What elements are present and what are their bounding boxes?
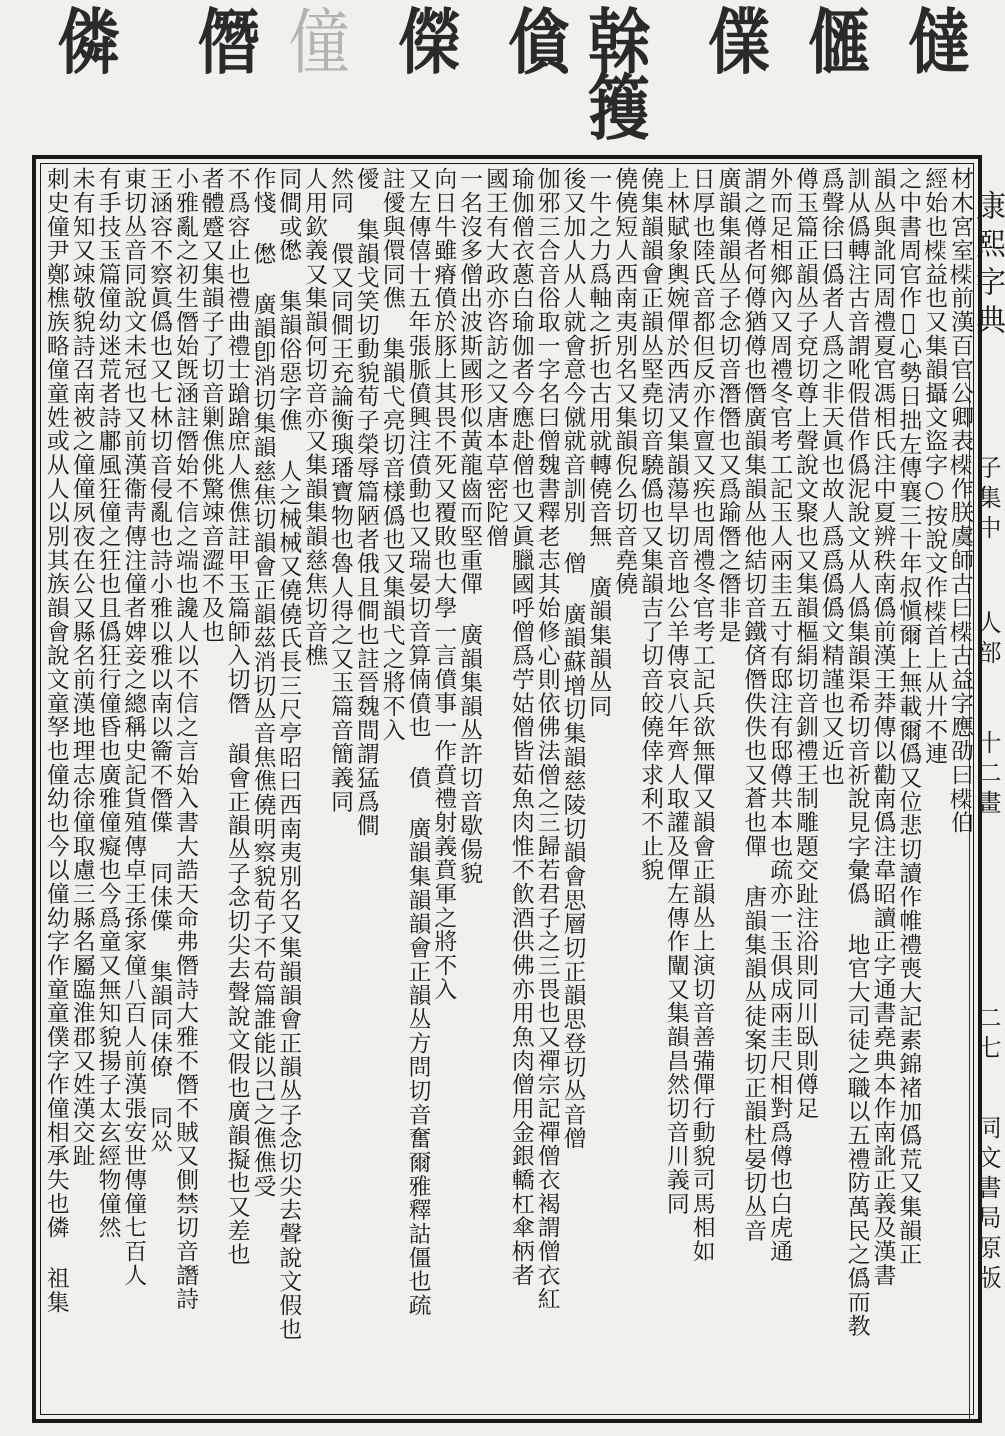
text-column: 僔玉篇正韻丛子兗切尊上聲說文聚也又集韻樞絹切音釧禮王制雕題交趾注浴則同川臥則僔足 <box>792 167 818 1121</box>
seal-glyph: 僯 <box>57 0 120 85</box>
seal-glyph: 㒒 <box>707 0 770 85</box>
seal-glyph: 㒑 <box>807 0 870 85</box>
text-column: 伽邪三合音俗取一字名曰僧魏書釋老志其始修心則依佛法僧之三歸若君子之三畏也又禪宗記禪僧衣褐謂僧衣紅 <box>533 167 560 1311</box>
page-number: 二七 <box>973 1005 1001 1065</box>
text-column: 作㥇 僽 廣韻卽消切集韻慈焦切韻會正韻茲消切丛音焦僬僥明察貌荀子不苟篇誰能以己之僬僬受 <box>249 167 276 1199</box>
section-label: 子集中 <box>973 455 1001 545</box>
seal-script-header <box>30 0 980 151</box>
seal-glyph: 僮 <box>287 0 350 85</box>
text-column: 爲聲徐曰僞者人爲之非天眞也故人爲爲僞僞文精謹也又近也 <box>817 167 844 787</box>
text-column: 日厚也陸氏音都但反亦作亶又疾也周禮冬官考工記兵欲無僤又韻會正韻丛上演切音善㣁僤行動貌司馬相如 <box>688 167 715 1264</box>
text-column: 僥僥短人西南夷別名又集韻倪么切音堯僥 <box>611 167 638 596</box>
text-column: 未有知又竦敬貌詩召南被之僮僮夙夜在公又縣名前漢地理志徐僮取慮三縣名屬臨淮郡又姓漢交趾 <box>68 167 95 1168</box>
text-column: 刺史僮尹鄭樵族略僮童姓或从人以別其族韻會說文童孥也僮幼也今以僮幼字作童童僕字作僮相承失也僯 祖集 <box>42 167 69 1315</box>
seal-glyph: 㒓 <box>907 0 970 85</box>
text-column: 不爲容止也禮曲禮士蹌蹌庶人僬僬註甲玉篇師入切僭 韻會正韻丛子念切尖去聲說文假也廣韻擬也又差也 <box>223 167 250 1267</box>
text-column: 同僴或僽 集韻俗惡字僬 人之械械又僥僥氏長三尺亭昭曰西南夷別名又集韻韻會正韻丛子念切尖去聲說文假也 <box>275 167 302 1342</box>
text-column: 經始也𣚡益也又集韻攝文盜字○按說文作𣚡首上从廾不連 <box>921 167 948 766</box>
text-column: 後又加人从人就會意今僦就音訓別 僧 廣韻蘇增切集韻慈陵切韻會思層切正韻思登切丛音僧 <box>559 167 586 1151</box>
text-column: 東切丛音同說文未冠也又前漢衞靑傳注僮者婢妾之總稱史記貨殖傳卓王孫家僮八百人前漢張安世傳僮七百人 <box>120 167 147 1288</box>
text-column: 然同 儇又同僴王充論衡璵璠寶物也魯人得之又玉篇音簡義同 <box>327 167 353 814</box>
seal-glyph: 儝 <box>397 0 460 85</box>
text-column: 材木宮室𣚡前漢百官公卿表𣚡作朕虞師古曰𣚡古益字應劭曰𣚡伯 <box>947 167 973 835</box>
seal-glyph: 䉟 <box>587 66 650 151</box>
text-column: 瑜伽僧衣蔥白瑜伽者今應赴僧也又眞臘國呼僧爲苧姑僧皆茹魚肉惟不飮酒供佛亦用魚肉僧用金銀轎杠傘柄者 <box>507 167 534 1288</box>
stroke-count-label: 十二畫 <box>973 730 1001 820</box>
seal-glyph: 𠏉 <box>587 0 650 85</box>
text-column: 有手技玉篇僮幼迷荒者詩鄘風狂僮之狂也且僞狂行僮昏也廣雅僮癡也今爲童又無知貌揚子太玄經物僮然 <box>94 167 121 1240</box>
text-column: 之中書周官作𠐷心勢日拙左傳襄三十年叔愼爾上無載爾僞又位悲切讀作帷禮喪大記素錦褚加僞荒又集韻正 <box>895 167 922 1267</box>
text-column: 一牛之力爲軸之折也古用就轉僥音無 廣韻集韻丛同 <box>585 167 612 719</box>
text-column: 小雅亂之初生僭始旣涵註僭始不信之端也讒人以不信之言始入書大誥天命弗僭詩大雅不僭不賊又側禁切音譖詩 <box>172 167 198 1311</box>
text-column: 僾 集韻戈笑切動貌荀子榮辱篇陋者俄且僴也註晉魏間謂猛爲僴 <box>352 167 379 838</box>
radical-label: 人部 <box>973 610 1001 670</box>
text-column: 上林賦象輿婉僤於西淸又集韻蕩旱切音地公羊傳哀八年齊人取讙及僤左傳作闡又集韻昌然切音川義同 <box>662 167 689 1216</box>
text-column: 謂之僔者何僔猶僔也僭廣韻集韻丛他結切音鐵㑪僭佚佚也又蒼也僤 唐韻集韻丛徒案切正韻杜晏切丛音 <box>740 167 767 1243</box>
text-column: 人用欽義又集韻何切音亦又集韻集韻慈焦切音樵 <box>301 167 328 668</box>
text-column: 廣韻集韻丛子念切音潛僭也又爲踰僭之僭非是 <box>714 167 741 644</box>
text-column: 訓从僞轉注古音謂吪假借作僞泥說文从人僞集韻渠希切音祈說見字彙僞 地官大司徒之職以五禮防萬民之僞而教 <box>843 167 870 1338</box>
text-column: 韻丛與訛同周禮夏官馮相氏注中夏辨秩南僞前漢王莽傳以勸南僞注韋昭讀正字通書堯典本作南訛正義及漢書 <box>869 167 896 1288</box>
text-column: 註僾與儇同僬 集韻弋亮切音樣僞也又集韻弋之將不入 <box>378 167 405 743</box>
text-column: 王涵容不察眞僞也又七林切音侵亂也詩小雅以雅以南以籥不僭僷 同㑍僷 集韻同㑍僚 同𠈌 <box>146 167 173 1154</box>
dictionary-frame <box>32 155 982 1423</box>
seal-glyph: 僋 <box>507 0 570 85</box>
text-column: 向日牛雖瘠僨於豚上其畏不死又覆敗也大學一言僨事一作賁禮射義賁軍之將不入 <box>430 167 457 1002</box>
book-title: 康熙字典 <box>970 190 1005 342</box>
text-column: 僥集韻韻會正韻丛堅堯切音驍僞也又集韻吉了切音皎僥倖求利不止貌 <box>637 167 663 882</box>
text-column: 者體蹙又集韻子了切音剿僬佻驚竦音澀不及也 <box>197 167 224 644</box>
text-column: 國王有大政亦咨訪之又唐本草密陀僧 <box>482 167 508 549</box>
seal-glyph: 僭 <box>197 0 260 85</box>
text-column: 一名沒多僧出波斯國形似黃龍齒而堅重僤 廣韻集韻丛許切音歇偒貌 <box>456 167 483 886</box>
text-column: 又左傳僖十五年張脈僨興注僨動也又瑞晏切音算㑲僨也 僨 廣韻集韻韻會正韻丛方問切音奮爾雅釋詁僵也疏 <box>404 167 431 1318</box>
text-column: 外而足相鄉內又周禮冬官考工記玉人兩圭五寸有邸注有邸僔共本也疏亦一玉俱成兩圭尺相對爲僔也白虎通 <box>766 167 793 1264</box>
publisher-label: 同文書局原版 <box>973 1115 1001 1295</box>
